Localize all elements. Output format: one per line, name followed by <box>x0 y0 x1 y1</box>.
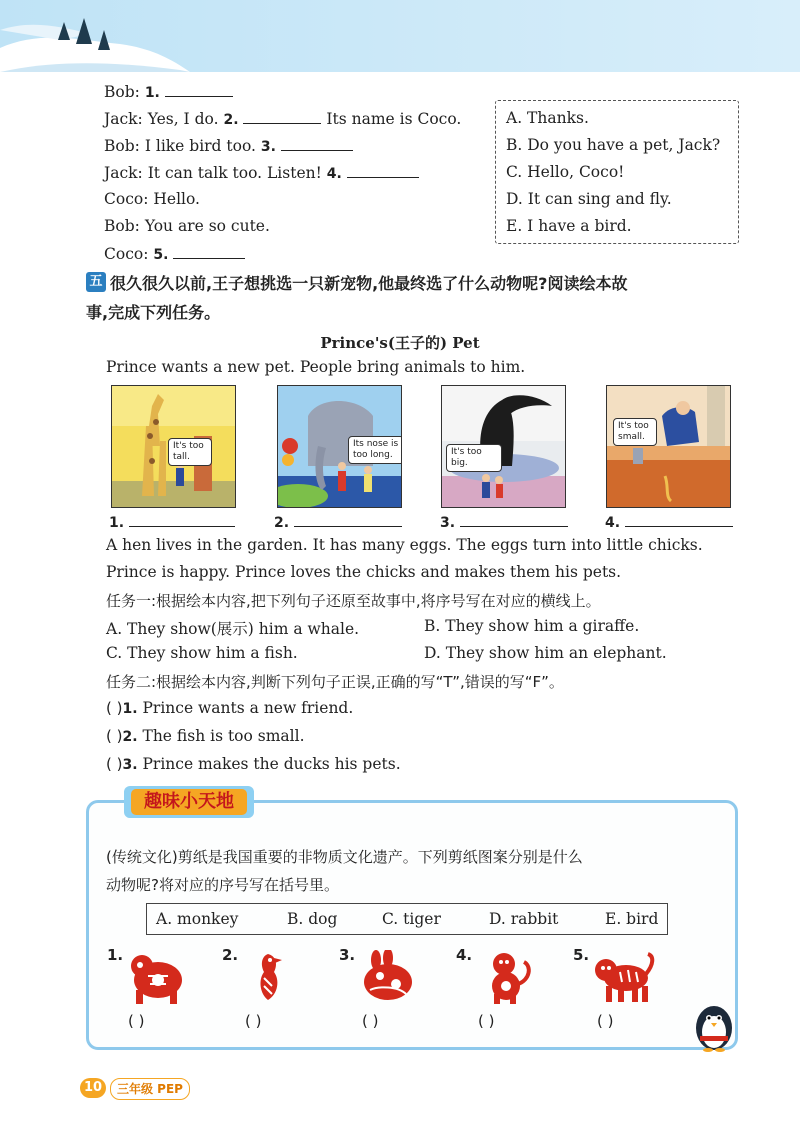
picture-blank-1: 1. <box>109 512 235 531</box>
speech-bubble-3: It's too big. <box>446 444 502 472</box>
dialogue-line-5: Coco: Hello. <box>104 190 200 208</box>
option-a: A. Thanks. <box>506 109 589 127</box>
penguin-icon <box>688 996 740 1052</box>
papercut-num-2: 2. <box>222 946 239 964</box>
task2-title: 任务二:根据绘本内容,判断下列句子正误,正确的写“T”,错误的写“F”。 <box>106 673 564 691</box>
picture-blank-4: 4. <box>605 512 733 531</box>
task2-item-2: ( )2. The fish is too small. <box>106 727 305 745</box>
fun-option-a: A. monkey <box>156 910 239 928</box>
story-picture-whale <box>441 385 566 508</box>
answer-blank-3[interactable] <box>281 136 353 151</box>
task1-option-c: C. They show him a fish. <box>106 644 298 662</box>
option-e: E. I have a bird. <box>506 217 632 235</box>
fun-option-e: E. bird <box>605 910 659 928</box>
answer-paren[interactable]: ( ) <box>106 699 123 717</box>
task1-option-a: A. They show(展示) him a whale. <box>106 620 360 638</box>
dialogue-line-4: Jack: It can talk too. Listen! 4. <box>104 163 419 182</box>
papercut-dog-icon <box>128 950 188 1005</box>
fun-options-box <box>146 903 668 935</box>
task1-option-b: B. They show him a giraffe. <box>424 617 640 635</box>
winter-scene-banner-icon <box>0 0 800 72</box>
page-number: 10 <box>80 1078 106 1098</box>
dialogue-line-3: Bob: I like bird too. 3. <box>104 136 353 155</box>
section-badge: 五 <box>86 272 106 292</box>
picture-blank-3: 3. <box>440 512 568 531</box>
dialogue-options-box <box>495 100 739 244</box>
story-text-line1: A hen lives in the garden. It has many eggs. The eggs turn into little chicks. <box>106 536 703 554</box>
task1-title: 任务一:根据绘本内容,把下列句子还原至故事中,将序号写在对应的横线上。 <box>106 592 601 610</box>
task2-item-1: ( )1. Prince wants a new friend. <box>106 699 354 717</box>
papercut-monkey-icon <box>480 950 535 1005</box>
papercut-num-3: 3. <box>339 946 356 964</box>
papercut-answer-3[interactable]: ( ) <box>362 1012 379 1030</box>
papercut-num-5: 5. <box>573 946 590 964</box>
header-banner <box>0 0 800 72</box>
story-intro: Prince wants a new pet. People bring animals to him. <box>106 358 526 376</box>
story-title: Prince's(王子的) Pet <box>320 334 480 352</box>
grade-label: 三年级 PEP <box>110 1078 190 1100</box>
option-d: D. It can sing and fly. <box>506 190 672 208</box>
option-c: C. Hello, Coco! <box>506 163 625 181</box>
speech-bubble-1: It's too tall. <box>168 438 212 466</box>
option-b: B. Do you have a pet, Jack? <box>506 136 721 154</box>
answer-blank-5[interactable] <box>173 244 245 259</box>
fish-scene-icon <box>607 386 730 507</box>
story-picture-giraffe <box>111 385 236 508</box>
dialogue-line-2: Jack: Yes, I do. 2. Its name is Coco. <box>104 110 462 128</box>
papercut-bird-icon <box>248 950 288 1005</box>
speech-bubble-4: It's too small. <box>613 418 657 446</box>
story-picture-elephant <box>277 385 402 508</box>
papercut-num-1: 1. <box>107 946 124 964</box>
task1-option-d: D. They show him an elephant. <box>424 644 667 662</box>
section-instruction-line2: 事,完成下列任务。 <box>86 303 221 322</box>
speech-bubble-2: Its nose is too long. <box>348 436 402 464</box>
section-instruction-line1: 很久很久以前,王子想挑选一只新宠物,他最终选了什么动物呢?阅读绘本故 <box>110 274 628 293</box>
picture-answer-2[interactable] <box>294 512 402 527</box>
answer-paren[interactable]: ( ) <box>106 755 123 773</box>
fun-text-line1: (传统文化)剪纸是我国重要的非物质文化遗产。下列剪纸图案分别是什么 <box>106 848 583 866</box>
answer-blank-4[interactable] <box>347 163 419 178</box>
picture-answer-3[interactable] <box>460 512 568 527</box>
papercut-rabbit-icon <box>358 950 418 1005</box>
dialogue-line-7: Coco: 5. <box>104 244 245 263</box>
picture-answer-4[interactable] <box>625 512 733 527</box>
task2-item-3: ( )3. Prince makes the ducks his pets. <box>106 755 401 773</box>
picture-answer-1[interactable] <box>129 512 235 527</box>
story-text-line2: Prince is happy. Prince loves the chicks and makes them his pets. <box>106 563 622 581</box>
fun-option-d: D. rabbit <box>489 910 559 928</box>
answer-blank-2[interactable] <box>243 109 321 124</box>
papercut-answer-1[interactable]: ( ) <box>128 1012 145 1030</box>
fun-text-line2: 动物呢?将对应的序号写在括号里。 <box>106 876 339 894</box>
answer-paren[interactable]: ( ) <box>106 727 123 745</box>
dialogue-line-1: Bob: 1. <box>104 82 233 101</box>
answer-blank-1[interactable] <box>165 82 233 97</box>
dialogue-line-6: Bob: You are so cute. <box>104 217 270 235</box>
papercut-answer-4[interactable]: ( ) <box>478 1012 495 1030</box>
papercut-answer-5[interactable]: ( ) <box>597 1012 614 1030</box>
papercut-num-4: 4. <box>456 946 473 964</box>
story-picture-fish <box>606 385 731 508</box>
picture-blank-2: 2. <box>274 512 402 531</box>
fun-title: 趣味小天地 <box>131 789 247 815</box>
fun-option-c: C. tiger <box>382 910 441 928</box>
fun-option-b: B. dog <box>287 910 338 928</box>
papercut-tiger-icon <box>592 950 656 1005</box>
papercut-answer-2[interactable]: ( ) <box>245 1012 262 1030</box>
